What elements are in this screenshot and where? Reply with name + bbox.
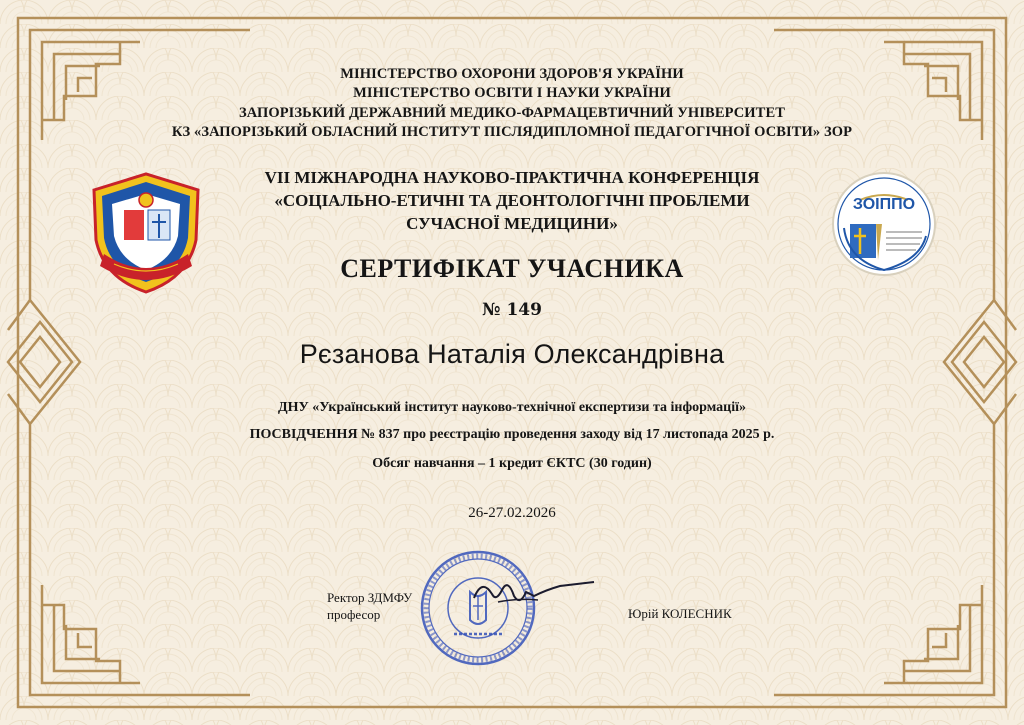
certificate-title: СЕРТИФІКАТ УЧАСНИКА bbox=[340, 254, 684, 283]
certificate-number: № 149 bbox=[482, 300, 542, 320]
conference-title-line2: «СОЦІАЛЬНО-ЕТИЧНІ ТА ДЕОНТОЛОГІЧНІ ПРОБЛЕМИ bbox=[274, 191, 750, 210]
header-ministry-education: МІНІСТЕРСТВО ОСВІТИ І НАУКИ УКРАЇНИ bbox=[353, 85, 671, 101]
institute-logo-text: ЗОІППО bbox=[852, 196, 916, 213]
header-ministry-health: МІНІСТЕРСТВО ОХОРОНИ ЗДОРОВ'Я УКРАЇНИ bbox=[340, 66, 684, 82]
signatory-name: Юрій КОЛЕСНИК bbox=[628, 606, 732, 621]
conference-title-line1: VII МІЖНАРОДНА НАУКОВО-ПРАКТИЧНА КОНФЕРЕНЦІЯ bbox=[264, 168, 760, 187]
header-university: ЗАПОРІЗЬКИЙ ДЕРЖАВНИЙ МЕДИКО-ФАРМАЦЕВТИЧНИЙ УНІВЕРСИТЕТ bbox=[239, 105, 785, 121]
signatory-title: професор bbox=[327, 607, 381, 622]
registration-certificate: ПОСВІДЧЕННЯ № 837 про реєстрацію проведення заходу від 17 листопада 2025 р. bbox=[249, 427, 775, 442]
study-volume: Обсяг навчання – 1 кредит ЄКТС (30 годин) bbox=[372, 456, 652, 471]
handwritten-signature bbox=[468, 572, 598, 612]
event-date: 26-27.02.2026 bbox=[468, 505, 556, 521]
conference-title-line3: СУЧАСНОЇ МЕДИЦИНИ» bbox=[406, 214, 618, 233]
registration-org: ДНУ «Український інститут науково-технічної експертизи та інформації» bbox=[277, 400, 747, 415]
university-logo bbox=[88, 170, 204, 296]
signatory-position: Ректор ЗДМФУ bbox=[327, 590, 413, 605]
header-institute: КЗ «ЗАПОРІЗЬКИЙ ОБЛАСНИЙ ІНСТИТУТ ПІСЛЯДИПЛОМНОЇ ПЕДАГОГІЧНОЇ ОСВІТИ» ЗОР bbox=[171, 124, 853, 140]
institute-logo bbox=[830, 170, 938, 278]
participant-name: Рєзанова Наталія Олександрівна bbox=[299, 339, 725, 369]
